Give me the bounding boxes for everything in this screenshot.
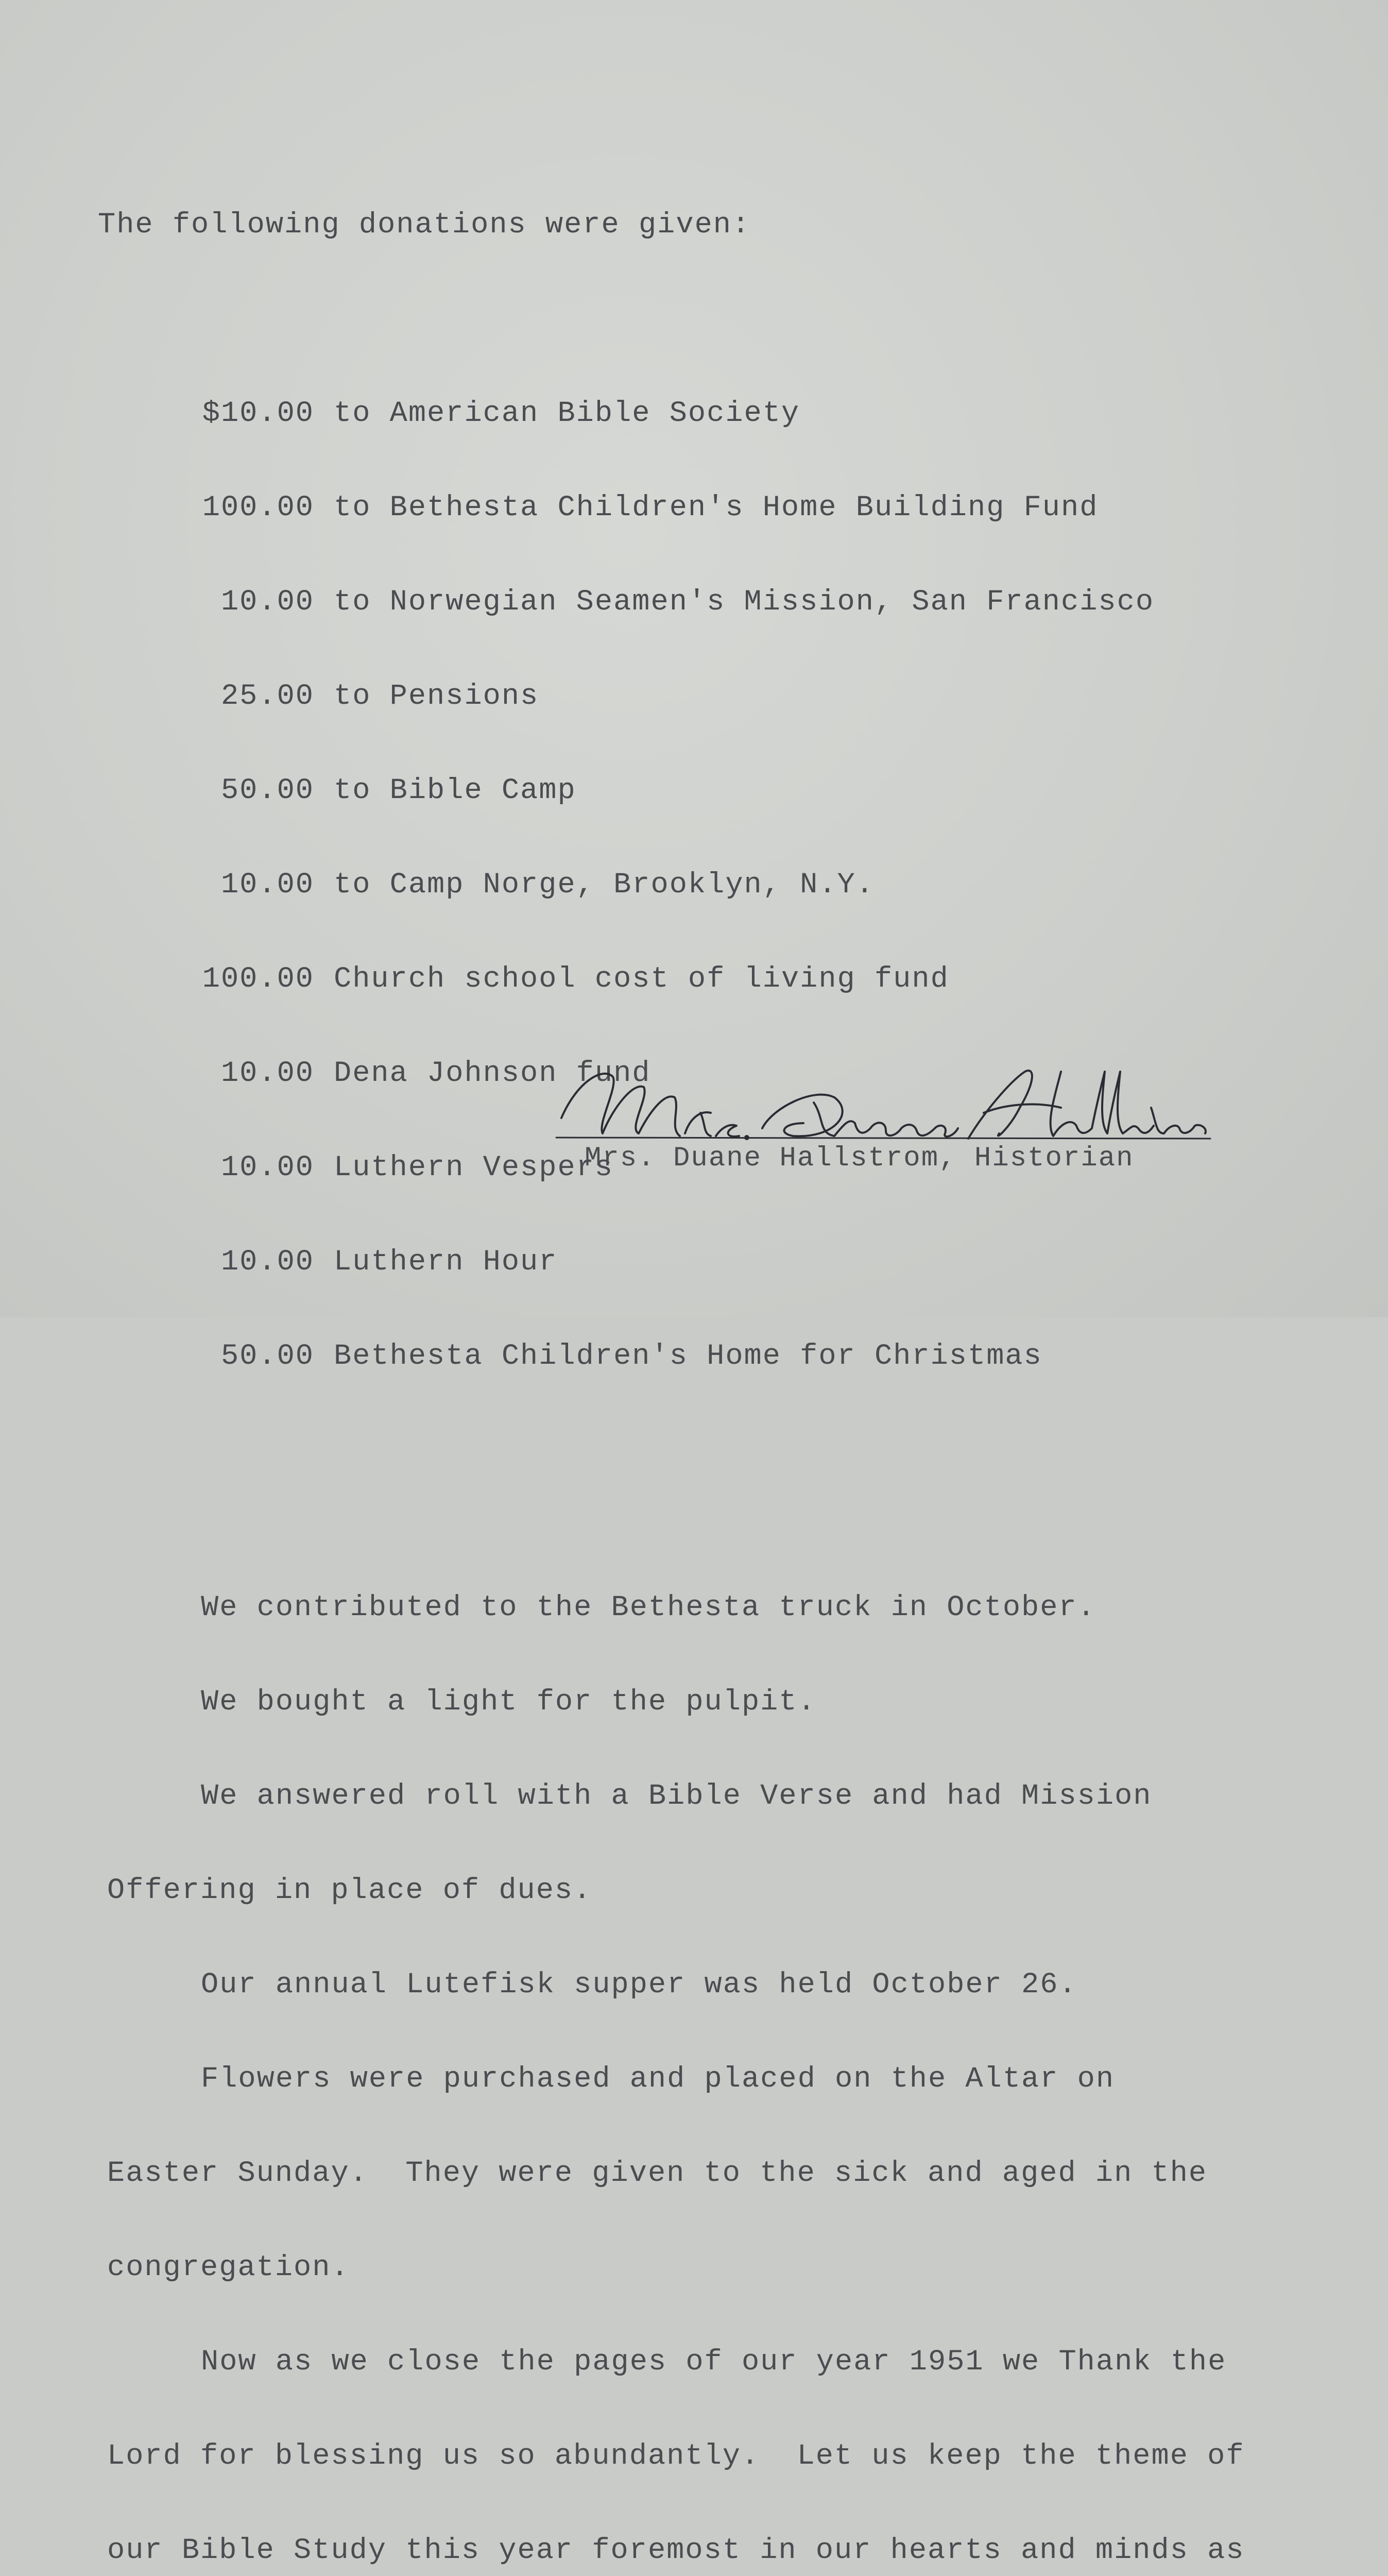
donation-item bbox=[98, 493, 1282, 524]
paragraph-line: Easter Sunday. They were given to the sick and aged in the bbox=[107, 2157, 1208, 2190]
paragraph-line: Offering in place of dues. bbox=[107, 1874, 592, 1907]
donation-amount: 100.00 bbox=[202, 963, 314, 996]
donation-amount: 50.00 bbox=[220, 1340, 314, 1373]
donation-amount: 10.00 bbox=[220, 1246, 314, 1279]
donation-amount: 10.00 bbox=[220, 1057, 314, 1090]
donation-recipient: Church school cost of living fund bbox=[334, 963, 949, 996]
paragraph-line: We answered roll with a Bible Verse and had Mission bbox=[201, 1780, 1152, 1813]
donation-item bbox=[98, 870, 1282, 901]
donation-item bbox=[98, 587, 1282, 618]
signature-block bbox=[546, 1051, 1215, 1175]
donation-amount: 100.00 bbox=[202, 492, 314, 524]
donation-amount: 10.00 bbox=[220, 1151, 314, 1184]
paragraph-line: We contributed to the Bethesta truck in October. bbox=[201, 1591, 1096, 1624]
donation-recipient: to Bethesta Children's Home Building Fund bbox=[334, 492, 1099, 524]
donation-amount: $10.00 bbox=[202, 397, 314, 430]
paragraph-line: Our annual Lutefisk supper was held October 26. bbox=[201, 1969, 1077, 2002]
donation-item bbox=[98, 1247, 1282, 1278]
paragraph-line: Lord for blessing us so abundantly. Let us keep the theme of bbox=[107, 2440, 1245, 2473]
donation-recipient: to Norwegian Seamen's Mission, San Francisco bbox=[334, 586, 1155, 619]
donation-amount: 25.00 bbox=[220, 680, 314, 713]
donation-recipient: to Pensions bbox=[334, 680, 539, 713]
donation-recipient: to American Bible Society bbox=[334, 397, 800, 430]
donation-item bbox=[98, 1341, 1282, 1372]
donation-amount: 10.00 bbox=[220, 586, 314, 619]
donation-recipient: Dena Johnson fund bbox=[334, 1057, 651, 1090]
paragraph-line: congregation. bbox=[107, 2251, 350, 2284]
donation-item bbox=[98, 681, 1282, 713]
letter-paragraphs bbox=[98, 1530, 1282, 2576]
donation-amount: 10.00 bbox=[220, 869, 314, 902]
intro-line: The following donations were given: bbox=[98, 209, 751, 242]
typed-letter-body bbox=[98, 147, 1282, 2576]
donation-recipient: Luthern Hour bbox=[334, 1246, 558, 1279]
donation-recipient: Bethesta Children's Home for Christmas bbox=[334, 1340, 1042, 1373]
paragraph-line: Flowers were purchased and placed on the Altar on bbox=[201, 2063, 1115, 2096]
paragraph-line: Now as we close the pages of our year 1951 we Thank the bbox=[201, 2346, 1227, 2379]
signature-caption: Mrs. Duane Hallstrom, Historian bbox=[585, 1143, 1134, 1174]
donation-item bbox=[98, 964, 1282, 995]
donation-item bbox=[98, 398, 1282, 430]
donation-amount: 50.00 bbox=[220, 774, 314, 807]
donation-item bbox=[98, 775, 1282, 807]
handwritten-signature bbox=[546, 1051, 1215, 1154]
paragraph-line: We bought a light for the pulpit. bbox=[201, 1686, 816, 1719]
paragraph-line: our Bible Study this year foremost in our hearts and minds as bbox=[107, 2534, 1245, 2567]
donation-recipient: to Bible Camp bbox=[334, 774, 576, 807]
donation-recipient: Luthern Vespers bbox=[334, 1151, 614, 1184]
donation-recipient: to Camp Norge, Brooklyn, N.Y. bbox=[334, 869, 875, 902]
donation-list bbox=[98, 335, 1282, 1435]
